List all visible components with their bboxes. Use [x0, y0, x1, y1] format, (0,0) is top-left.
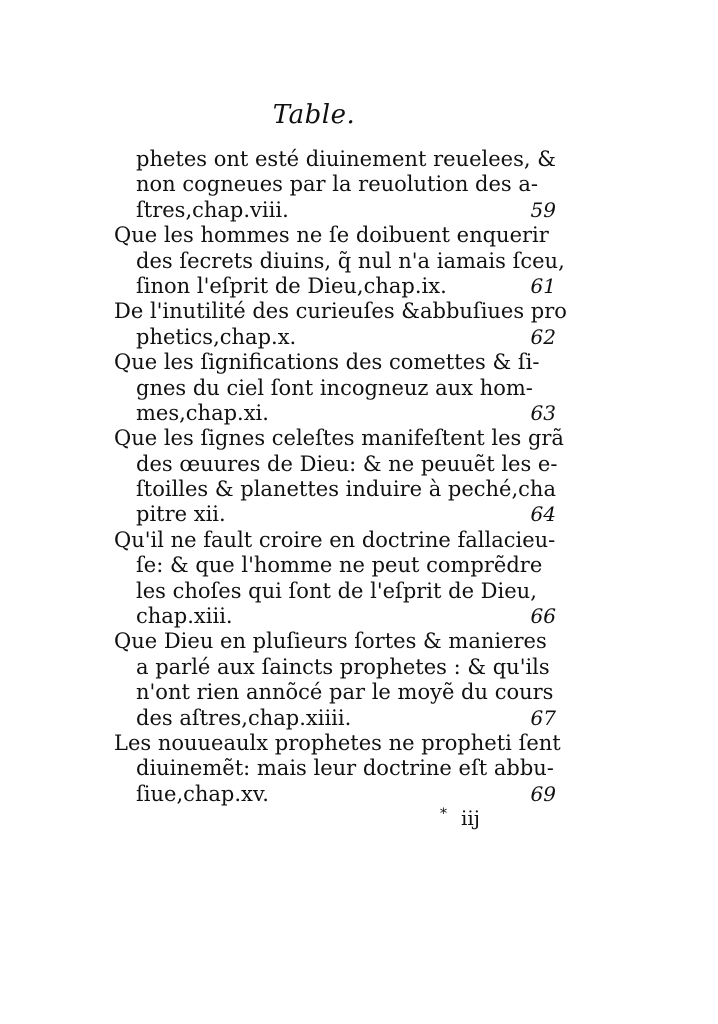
toc-entry-text: Les nouueaulx prophetes ne propheti ſent	[114, 730, 561, 755]
toc-entry-line	[114, 452, 560, 477]
toc-entry	[114, 147, 560, 223]
toc-entry	[114, 350, 560, 426]
signature-mark	[440, 806, 480, 830]
toc-entry-line	[114, 579, 560, 604]
toc-entry-text: ſinon l'eſprit de Dieu,chap.ix.	[136, 273, 447, 298]
toc-entry-line	[114, 604, 560, 629]
toc-entry-line	[114, 782, 560, 807]
toc-entry-text: De l'inutilité des curieuſes &abbuſiues pro	[114, 299, 567, 324]
toc-entry-text: gnes du ciel ſont incogneuz aux hom-	[136, 375, 533, 400]
toc-entry-text: non cogneues par la reuolution des a-	[136, 172, 538, 197]
toc-entry-line	[114, 350, 560, 375]
page-number: 59	[530, 197, 556, 222]
toc-entry-text: n'ont rien annõcé par le moyẽ du cours	[136, 680, 554, 705]
toc-entry-line	[114, 502, 560, 527]
page-number: 61	[530, 273, 556, 298]
toc-entry-line	[114, 629, 560, 654]
toc-entry-line	[114, 731, 560, 756]
toc-entry	[114, 731, 560, 807]
page-title: Table.	[272, 100, 356, 130]
toc-entry-text: ſiue,chap.xv.	[136, 781, 269, 806]
toc-entry-line	[114, 655, 560, 680]
toc-entry-line	[114, 147, 560, 172]
page-number: 67	[530, 705, 556, 730]
toc-entry	[114, 528, 560, 630]
page-number: 62	[530, 324, 556, 349]
table-of-contents	[114, 147, 567, 807]
toc-entry	[114, 223, 565, 299]
toc-entry-text: phetics,chap.x.	[136, 324, 297, 349]
toc-entry	[114, 299, 567, 350]
toc-entry-text: Que les hommes ne ſe doibuent enquerir	[114, 223, 549, 248]
toc-entry-text: Que les ſignifications des comettes & ſi-	[114, 350, 540, 375]
toc-entry-line	[114, 553, 560, 578]
toc-entry-text: a parlé aux ſaincts prophetes : & qu'ils	[136, 654, 550, 679]
toc-entry-line	[114, 248, 565, 274]
page-number: 63	[530, 400, 556, 425]
toc-entry-line	[114, 299, 567, 324]
toc-entry-line	[114, 680, 560, 705]
page-number: 64	[530, 502, 556, 527]
toc-entry-text: mes,chap.xi.	[136, 400, 269, 425]
toc-entry-text: ſtoilles & planettes induire à peché,cha	[136, 477, 556, 502]
toc-entry-text: ſtres,chap.viii.	[136, 197, 289, 222]
toc-entry-line	[114, 223, 560, 248]
toc-entry-line	[114, 756, 560, 781]
toc-entry-text: chap.xiii.	[136, 604, 233, 629]
toc-entry-text: les choſes qui ſont de l'eſprit de Dieu,	[136, 578, 537, 603]
signature-label: iij	[461, 806, 480, 830]
toc-entry-text: Que les ſignes celeſtes manifeſtent les grã	[114, 426, 564, 451]
page-number: 66	[530, 604, 556, 629]
toc-entry-text: Qu'il ne fault croire en doctrine fallacieu-	[114, 527, 556, 552]
toc-entry-line	[114, 426, 564, 451]
toc-entry-line	[114, 198, 560, 223]
toc-entry-line	[114, 401, 560, 426]
toc-entry-text: phetes ont esté diuinement reuelees, &	[136, 147, 556, 171]
toc-entry-text: ſe: & que l'homme ne peut comprẽdre	[136, 553, 543, 578]
toc-entry-line	[114, 706, 560, 731]
toc-entry-line	[114, 528, 560, 553]
toc-entry-line	[114, 172, 560, 197]
toc-entry-text: Que Dieu en pluſieurs ſortes & manieres	[114, 629, 547, 654]
toc-entry-line	[114, 477, 560, 502]
toc-entry-text: diuinemẽt: mais leur doctrine eſt abbu-	[136, 756, 554, 781]
page-number: 69	[530, 781, 556, 806]
toc-entry	[114, 629, 560, 731]
toc-entry-line	[114, 274, 560, 299]
asterisk-mark: *	[440, 806, 447, 822]
toc-entry-line	[114, 325, 560, 350]
toc-entry-text: des aſtres,chap.xiiii.	[136, 705, 352, 730]
toc-entry-text: pitre xii.	[136, 502, 226, 527]
toc-entry-text: des ſecrets diuins, q̃ nul n'a iamais ſceu,	[136, 248, 565, 273]
toc-entry-line	[114, 376, 560, 401]
toc-entry	[114, 426, 564, 528]
toc-entry-text: des œuures de Dieu: & ne peuuẽt les e-	[136, 451, 558, 476]
